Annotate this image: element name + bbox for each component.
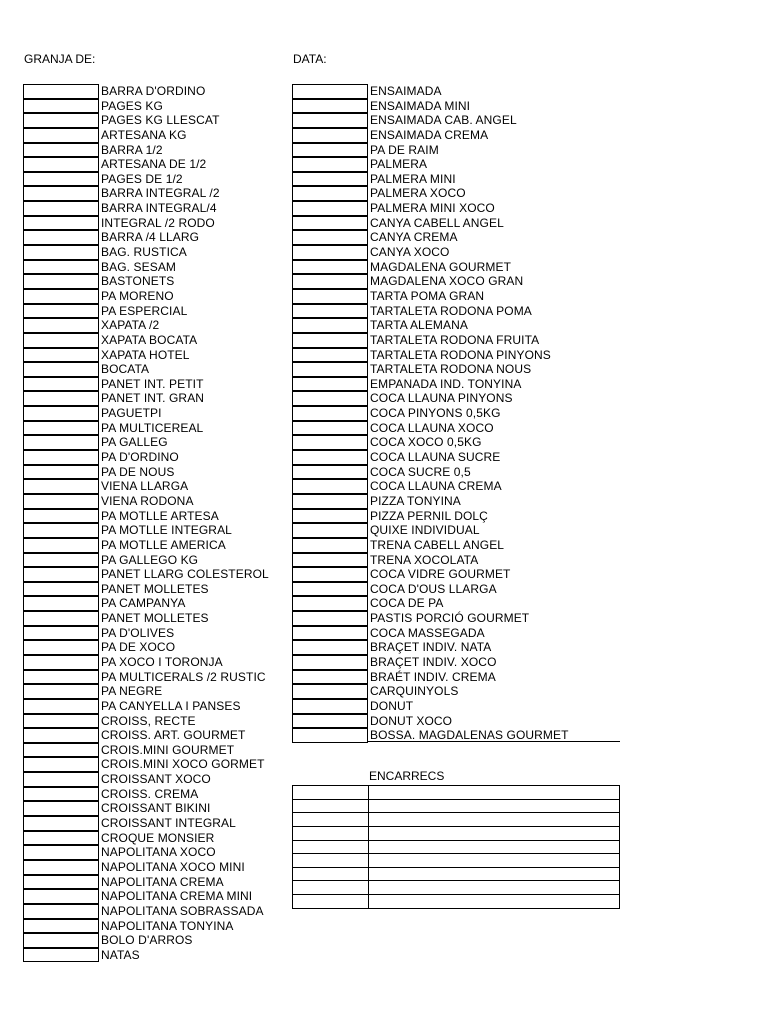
item-label: TARTA POMA GRAN [370,288,485,303]
quantity-cell[interactable] [293,826,369,840]
quantity-box[interactable] [23,333,99,348]
quantity-box[interactable] [23,348,99,363]
item-label: CROISS. CREMA [101,786,199,801]
quantity-box[interactable] [292,377,368,392]
item-label: PANET INT. PETIT [101,376,204,391]
quantity-box[interactable] [292,596,368,611]
quantity-box[interactable] [292,172,368,187]
quantity-box[interactable] [292,655,368,670]
quantity-box[interactable] [23,787,99,802]
quantity-box[interactable] [23,216,99,231]
item-label: TRENA XOCOLATA [370,552,479,567]
quantity-box[interactable] [23,538,99,553]
quantity-box[interactable] [292,509,368,524]
item-label: PASTIS PORCIÓ GOURMET [370,611,530,626]
item-label: NAPOLITANA SOBRASSADA [101,903,264,918]
quantity-box[interactable] [292,684,368,699]
item-label: BARRA INTEGRAL /2 [101,186,220,201]
item-label: BARRA /4 LLARG [101,230,200,245]
quantity-box[interactable] [292,435,368,450]
item-label: TARTALETA RODONA POMA [370,303,532,318]
quantity-box[interactable] [292,523,368,538]
item-label: NAPOLITANA XOCO [101,845,216,860]
quantity-box[interactable] [23,318,99,333]
item-label: NAPOLITANA TONYINA [101,918,234,933]
item-label: ARTESANA KG [101,127,187,142]
item-label: PA CAMPANYA [101,596,186,611]
quantity-box[interactable] [23,128,99,143]
description-cell[interactable] [369,813,620,827]
item-label: PA DE NOUS [101,464,175,479]
item-label: PA D'OLIVES [101,625,175,640]
item-label: PANET MOLLETES [101,581,209,596]
item-label: PA D'ORDINO [101,450,179,465]
item-label: BARRA 1/2 [101,142,163,157]
item-label: PA CANYELLA I PANSES [101,698,241,713]
item-label: CARQUINYOLS [370,684,459,699]
item-label: PAGES DE 1/2 [101,171,183,186]
quantity-box[interactable] [23,728,99,743]
quantity-box[interactable] [23,377,99,392]
quantity-box[interactable] [23,670,99,685]
table-row [293,867,620,881]
quantity-box[interactable] [23,172,99,187]
item-label: ENSAIMADA MINI [370,98,471,113]
description-cell[interactable] [369,854,620,868]
item-label: CROISS. ART. GOURMET [101,728,246,743]
quantity-box[interactable] [23,304,99,319]
item-label: COCA PINYONS 0,5KG [370,406,501,421]
item-label: TARTA ALEMANA [370,318,468,333]
item-label: BASTONETS [101,274,175,289]
quantity-box[interactable] [292,318,368,333]
description-cell[interactable] [369,799,620,813]
item-label: CROISSANT INTEGRAL [101,816,236,831]
item-label: PALMERA MINI [370,171,456,186]
item-label: COCA XOCO 0,5KG [370,435,482,450]
item-label: PANET INT. GRAN [101,391,205,406]
item-label: MAGDALENA XOCO GRAN [370,274,524,289]
quantity-box[interactable] [292,260,368,275]
quantity-box[interactable] [23,567,99,582]
item-label: CANYA XOCO [370,245,450,260]
quantity-box[interactable] [23,274,99,289]
item-label: PA NEGRE [101,684,163,699]
quantity-box[interactable] [23,875,99,890]
item-label: COCA MASSEGADA [370,625,485,640]
item-label: PA XOCO I TORONJA [101,654,223,669]
quantity-box[interactable] [23,245,99,260]
item-label: PALMERA [370,157,428,172]
table-row [293,881,620,895]
quantity-box[interactable] [23,919,99,934]
item-label: NAPOLITANA CREMA MINI [101,889,253,904]
table-row [293,786,620,800]
item-label: COCA VIDRE GOURMET [370,567,511,582]
item-label: COCA DE PA [370,596,444,611]
quantity-box[interactable] [23,260,99,275]
quantity-box[interactable] [23,889,99,904]
item-label: NAPOLITANA XOCO MINI [101,859,245,874]
quantity-box[interactable] [23,99,99,114]
quantity-box[interactable] [292,699,368,714]
item-label: PAGES KG LLESCAT [101,113,220,128]
item-label: PA MULTICEREAL [101,420,204,435]
item-label: TRENA CABELL ANGEL [370,537,505,552]
quantity-cell[interactable] [293,799,369,813]
item-label: ARTESANA DE 1/2 [101,157,207,172]
granja-label: GRANJA DE: [24,52,96,66]
quantity-box[interactable] [292,333,368,348]
quantity-box[interactable] [23,421,99,436]
quantity-box[interactable] [292,362,368,377]
description-cell[interactable] [369,826,620,840]
quantity-box[interactable] [23,933,99,948]
quantity-box[interactable] [292,84,368,99]
quantity-box[interactable] [23,113,99,128]
quantity-box[interactable] [23,553,99,568]
item-label: TARTALETA RODONA PINYONS [370,347,551,362]
description-cell[interactable] [369,786,620,800]
quantity-box[interactable] [292,421,368,436]
quantity-box[interactable] [23,860,99,875]
item-label: BAG. RUSTICA [101,245,187,260]
item-label: PANET LLARG COLESTEROL [101,567,269,582]
item-label: CROIS.MINI XOCO GORMET [101,757,265,772]
item-label: NAPOLITANA CREMA [101,874,224,889]
item-label: TARTALETA RODONA NOUS [370,362,532,377]
quantity-box[interactable] [23,494,99,509]
quantity-box[interactable] [292,640,368,655]
item-label: COCA SUCRE 0,5 [370,464,471,479]
quantity-box[interactable] [292,494,368,509]
item-label: PAGES KG [101,98,163,113]
item-label: INTEGRAL /2 RODO [101,215,215,230]
quantity-box[interactable] [292,348,368,363]
quantity-box[interactable] [292,245,368,260]
quantity-box[interactable] [23,845,99,860]
quantity-box[interactable] [292,143,368,158]
description-cell[interactable] [369,840,620,854]
item-label: PANET MOLLETES [101,611,209,626]
description-cell[interactable] [369,881,620,895]
quantity-box[interactable] [23,509,99,524]
quantity-box[interactable] [23,699,99,714]
quantity-box[interactable] [292,728,368,743]
quantity-box[interactable] [23,143,99,158]
item-label: PA DE XOCO [101,640,176,655]
quantity-box[interactable] [23,450,99,465]
quantity-cell[interactable] [293,813,369,827]
item-label: VIENA RODONA [101,493,194,508]
quantity-box[interactable] [23,84,99,99]
quantity-box[interactable] [23,757,99,772]
quantity-box[interactable] [23,596,99,611]
table-row [293,840,620,854]
item-label: MAGDALENA GOURMET [370,259,512,274]
item-label: PA MORENO [101,288,174,303]
quantity-box[interactable] [23,640,99,655]
item-label: BAG. SESAM [101,259,177,274]
item-label: EMPANADA IND. TONYINA [370,376,522,391]
table-row [293,826,620,840]
quantity-box[interactable] [23,714,99,729]
item-label: CROQUE MONSIER [101,830,215,845]
item-label: ENSAIMADA CREMA [370,127,489,142]
quantity-cell[interactable] [293,867,369,881]
quantity-box[interactable] [292,274,368,289]
item-label: COCA LLAUNA XOCO [370,420,494,435]
quantity-box[interactable] [23,406,99,421]
quantity-box[interactable] [292,567,368,582]
quantity-box[interactable] [23,831,99,846]
quantity-box[interactable] [292,406,368,421]
item-label: COCA D'OUS LLARGA [370,581,497,596]
quantity-box[interactable] [23,435,99,450]
table-row [293,854,620,868]
encarrecs-title: ENCARRECS [369,769,445,783]
quantity-box[interactable] [23,948,99,963]
item-label: PA GALLEG [101,435,168,450]
item-label: PA MOTLLE ARTESA [101,508,219,523]
quantity-box[interactable] [23,523,99,538]
item-label: XAPATA HOTEL [101,347,190,362]
quantity-box[interactable] [23,582,99,597]
item-label: QUIXE INDIVIDUAL [370,523,480,538]
item-label: CROISS, RECTE [101,713,196,728]
quantity-box[interactable] [23,743,99,758]
item-label: BOLO D'ARROS [101,933,193,948]
quantity-box[interactable] [292,626,368,641]
quantity-box[interactable] [292,538,368,553]
item-label: XAPATA /2 [101,318,160,333]
item-label: PA MULTICERALS /2 RUSTIC [101,669,266,684]
item-label: CROIS.MINI GOURMET [101,742,235,757]
quantity-box[interactable] [292,391,368,406]
quantity-box[interactable] [23,611,99,626]
item-label: BARRA D'ORDINO [101,84,206,98]
quantity-box[interactable] [23,772,99,787]
quantity-box[interactable] [23,289,99,304]
item-label: TARTALETA RODONA FRUITA [370,332,540,347]
quantity-box[interactable] [23,684,99,699]
quantity-box[interactable] [292,553,368,568]
description-cell[interactable] [369,867,620,881]
item-label: BOCATA [101,362,150,377]
table-row [293,799,620,813]
quantity-cell[interactable] [293,895,369,909]
quantity-box[interactable] [292,714,368,729]
item-label: COCA LLAUNA SUCRE [370,450,501,465]
item-label: PA ESPERCIAL [101,303,188,318]
quantity-box[interactable] [23,655,99,670]
quantity-box[interactable] [292,289,368,304]
quantity-box[interactable] [23,904,99,919]
table-row [293,895,620,909]
list-end-rule [368,741,620,742]
item-label: PALMERA XOCO [370,186,466,201]
item-label: BOSSA. MAGDALENAS GOURMET [370,728,569,743]
quantity-cell[interactable] [293,786,369,800]
quantity-box[interactable] [292,157,368,172]
quantity-box[interactable] [292,186,368,201]
quantity-box[interactable] [23,465,99,480]
item-label: COCA LLAUNA CREMA [370,479,502,494]
quantity-box[interactable] [292,216,368,231]
item-label: BRAÉT INDIV. CREMA [370,669,496,684]
item-label: PAGUETPI [101,406,162,421]
item-label: CROISSANT XOCO [101,772,211,787]
item-label: VIENA LLARGA [101,479,189,494]
item-label: BRAÇET INDIV. NATA [370,640,492,655]
item-label: ENSAIMADA [370,84,442,98]
item-label: PA MOTLLE INTEGRAL [101,523,232,538]
item-label: PA DE RAIM [370,142,439,157]
item-label: COCA LLAUNA PINYONS [370,391,513,406]
item-label: PA MOTLLE AMERICA [101,537,226,552]
description-cell[interactable] [369,895,620,909]
item-label: ENSAIMADA CAB. ANGEL [370,113,517,128]
item-label: PIZZA TONYINA [370,493,461,508]
quantity-box[interactable] [23,626,99,641]
item-label: PALMERA MINI XOCO [370,201,495,216]
quantity-box[interactable] [292,670,368,685]
quantity-box[interactable] [23,201,99,216]
quantity-box[interactable] [23,391,99,406]
quantity-cell[interactable] [293,840,369,854]
quantity-box[interactable] [292,582,368,597]
encarrecs-table [292,785,620,909]
quantity-box[interactable] [292,465,368,480]
quantity-box[interactable] [292,304,368,319]
item-label: DONUT XOCO [370,713,453,728]
quantity-box[interactable] [292,201,368,216]
quantity-box[interactable] [23,816,99,831]
quantity-box[interactable] [23,362,99,377]
date-label: DATA: [293,52,327,66]
table-row [293,813,620,827]
quantity-box[interactable] [23,157,99,172]
quantity-box[interactable] [292,99,368,114]
quantity-box[interactable] [23,479,99,494]
item-label: CROISSANT BIKINI [101,801,211,816]
item-label: XAPATA BOCATA [101,332,198,347]
item-label: DONUT [370,698,414,713]
item-label: BRAÇET INDIV. XOCO [370,654,497,669]
item-label: PIZZA PERNIL DOLÇ [370,508,488,523]
quantity-cell[interactable] [293,854,369,868]
quantity-box[interactable] [23,230,99,245]
quantity-box[interactable] [292,450,368,465]
quantity-box[interactable] [292,479,368,494]
item-label: NATAS [101,947,140,962]
quantity-box[interactable] [292,113,368,128]
quantity-box[interactable] [23,186,99,201]
quantity-box[interactable] [23,801,99,816]
quantity-cell[interactable] [293,881,369,895]
item-label: CANYA CREMA [370,230,458,245]
item-label: PA GALLEGO KG [101,552,199,567]
item-label: CANYA CABELL ANGEL [370,215,504,230]
quantity-box[interactable] [292,611,368,626]
item-label: BARRA INTEGRAL/4 [101,201,217,216]
quantity-box[interactable] [292,230,368,245]
quantity-box[interactable] [292,128,368,143]
